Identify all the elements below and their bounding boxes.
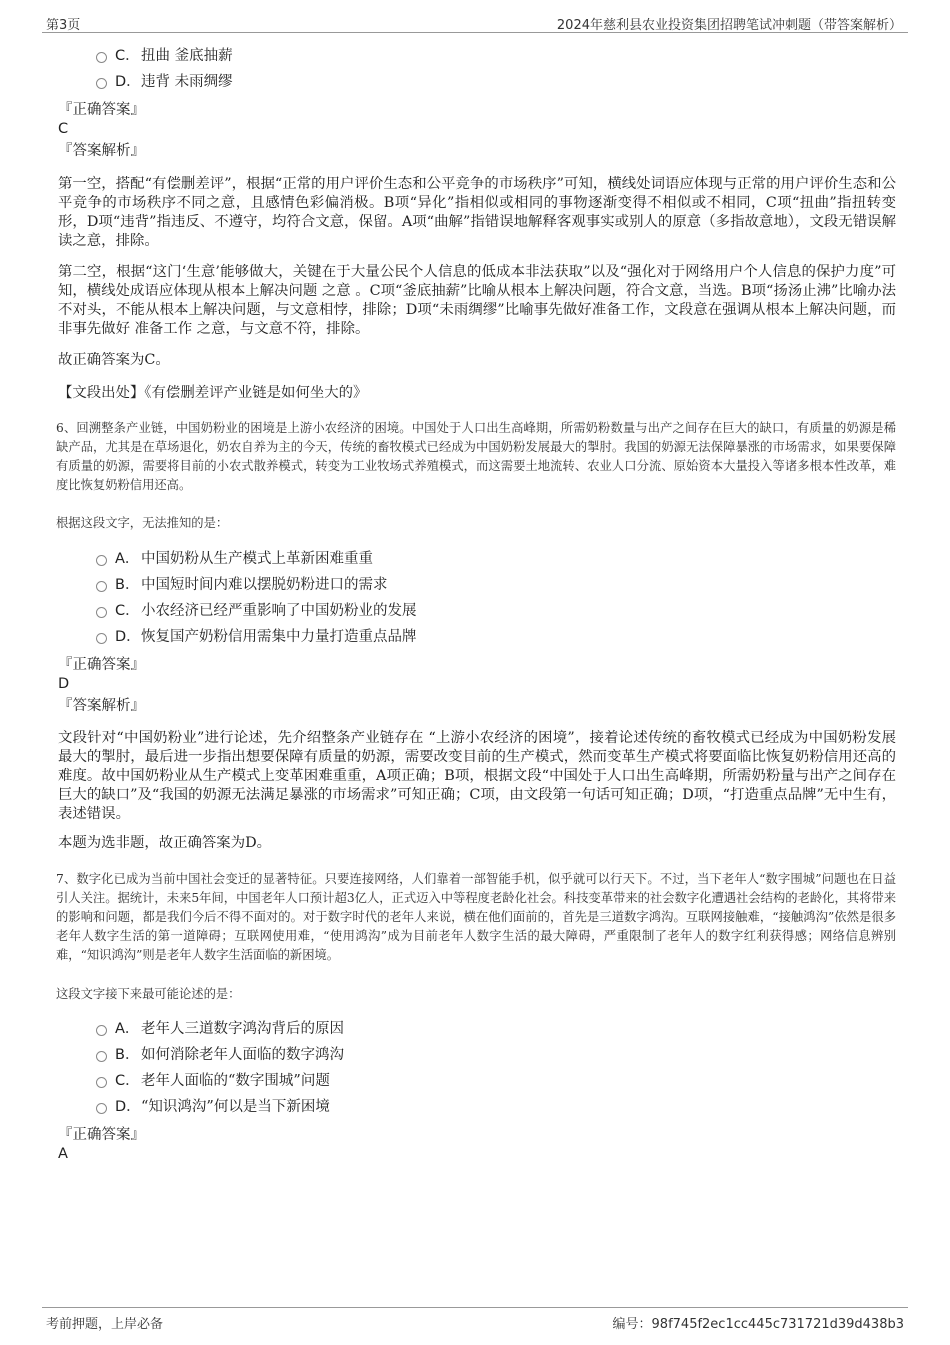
footer-slogan: 考前押题，上岸必备 xyxy=(46,1317,164,1332)
q7-answer-label: 『正确答案』 xyxy=(58,1127,145,1143)
document-code: 编号：98f745f2ec1cc445c731721d39d438b3 xyxy=(612,1317,904,1332)
q7-option-b[interactable]: B． 如何消除老年人面临的数字鸿沟 xyxy=(96,1045,344,1065)
q6-question: 根据这段文字，无法推知的是： xyxy=(56,516,229,530)
radio-icon[interactable] xyxy=(96,1025,107,1036)
q7-stem: 7、数字化已成为当前中国社会变迁的显著特征。只要连接网络，人们靠着一部智能手机，似乎就可以行天下。不过，当下老年人“数字围城”问题也在日益引人关注。据统计，未来5年间，中国老年人口预计超3亿人，正式迈入中等程度老龄化社会。科技变革带来的社会数字化遭遇社会结构的老龄化，其将带来的影响和问题，都是我们今后不得不面对的。对于数字时代的老年人来说，横在他们面前的，首先是三道数字鸿沟。互联网接触难，“接触鸿沟”依然是很多老年人数字生活的第一道障碍；互联网使用难，“使用鸿沟”成为目前老年人数字生活的最大障碍，严重限制了老年人的数字红利获得感；网络信息辨别难，“知识鸿沟”则是老年人数字生活面临的新困境。 xyxy=(56,872,896,962)
q6-option-b[interactable]: B． 中国短时间内难以摆脱奶粉进口的需求 xyxy=(96,575,388,595)
radio-icon[interactable] xyxy=(96,52,107,63)
radio-icon[interactable] xyxy=(96,607,107,618)
q5-explanation-label: 『答案解析』 xyxy=(58,143,145,159)
q7-answer: A xyxy=(58,1146,68,1162)
document-title: 2024年慈利县农业投资集团招聘笔试冲刺题（带答案解析） xyxy=(556,18,902,33)
q5-option-d[interactable]: D．违背 未雨绸缪 xyxy=(96,72,233,92)
radio-icon[interactable] xyxy=(96,1103,107,1114)
q7-question: 这段文字接下来最可能论述的是： xyxy=(56,987,241,1001)
q5-answer-label: 『正确答案』 xyxy=(58,102,145,118)
q5-option-c[interactable]: C．扭曲 釜底抽薪 xyxy=(96,46,233,66)
q6-stem: 6、回溯整条产业链，中国奶粉业的困境是上游小农经济的困境。中国处于人口出生高峰期，所需奶粉数量与出产之间存在巨大的缺口，有质量的奶源是稀缺产品，尤其是在草场退化，奶农自养为主的今天，传统的畜牧模式已经成为中国奶粉发展最大的掣肘。我国的奶源无法保障暴涨的市场需求，如果要保障有质量的奶源，需要将目前的小农式散养模式，转变为工业牧场式养殖模式，而这需要土地流转、农业人口分流、原始资本大量投入等诸多根本性改革，难度比恢复奶粉信用还高。 xyxy=(56,421,896,492)
q6-option-a[interactable]: A． 中国奶粉从生产模式上革新困难重重 xyxy=(96,549,373,569)
q5-answer: C xyxy=(58,121,69,137)
q5-explanation-para-2: 第二空，根据“这门‘生意’能够做大，关键在于大量公民个人信息的低成本非法获取”以及“强化对于网络用户个人信息的保护力度”可知，横线处成语应体现从根本上解决问题 之意 。C项“釜底抽薪”比喻从根本上解决问题，符合文意，当选。B项“扬汤止沸”比喻办法不对头，不能从根本上解决问题，与文意相悖，排除；D项“未雨绸缪”比喻事先做好准备工作，文段意在强调从根本上解决问题，而非事先做好 准备工作 之意，与文意不符，排除。 xyxy=(58,264,896,337)
q7-option-a[interactable]: A． 老年人三道数字鸿沟背后的原因 xyxy=(96,1019,344,1039)
radio-icon[interactable] xyxy=(96,78,107,89)
q6-option-c[interactable]: C．小农经济已经严重影响了中国奶粉业的发展 xyxy=(96,601,417,621)
q7-option-d[interactable]: D．“知识鸿沟”何以是当下新困境 xyxy=(96,1097,330,1117)
page-header xyxy=(42,10,908,33)
q6-conclusion: 本题为选非题，故正确答案为D。 xyxy=(58,835,272,851)
q7-option-c[interactable]: C．老年人面临的“数字围城”问题 xyxy=(96,1071,330,1091)
radio-icon[interactable] xyxy=(96,633,107,644)
page-number: 第3页 xyxy=(46,18,81,33)
radio-icon[interactable] xyxy=(96,581,107,592)
page-footer xyxy=(42,1307,908,1332)
q6-explanation-para: 文段针对“中国奶粉业”进行论述，先介绍整条产业链存在 “上游小农经济的困境”，接着论述传统的畜牧模式已经成为中国奶粉发展最大的掣肘，最后进一步指出想要保障有质量的奶源，需要改变目前的生产模式，然而变革生产模式将要面临比恢复奶粉信用还高的难度。故中国奶粉业从生产模式上变革困难重重，A项正确；B项，根据文段“中国处于人口出生高峰期，所需奶粉量与出产之间存在巨大的缺口”及“我国的奶源无法满足暴涨的市场需求”可知正确；C项，由文段第一句话可知正确；D项，“打造重点品牌”无中生有，表述错误。 xyxy=(58,730,896,822)
radio-icon[interactable] xyxy=(96,555,107,566)
q6-answer-label: 『正确答案』 xyxy=(58,657,145,673)
q5-conclusion: 故正确答案为C。 xyxy=(58,352,170,368)
q6-option-d[interactable]: D．恢复国产奶粉信用需集中力量打造重点品牌 xyxy=(96,627,417,647)
q6-explanation-label: 『答案解析』 xyxy=(58,698,145,714)
q5-explanation-para-1: 第一空，搭配“有偿删差评”，根据“正常的用户评价生态和公平竞争的市场秩序”可知，横线处词语应体现与正常的用户评价生态和公平竞争的市场秩序不同之意，且感情色彩偏消极。B项“异化”指相似或相同的事物逐渐变得不相似或不相同，C项“扭曲”指扭转变形，D项“违背”指违反、不遵守，均符合文意，保留。A项“曲解”指错误地解释客观事实或别人的原意（多指故意地），文段无错误解读之意，排除。 xyxy=(58,176,896,249)
q6-answer: D xyxy=(58,676,70,692)
radio-icon[interactable] xyxy=(96,1051,107,1062)
q5-source: 【文段出处】《有偿删差评产业链是如何坐大的》 xyxy=(58,385,368,401)
radio-icon[interactable] xyxy=(96,1077,107,1088)
